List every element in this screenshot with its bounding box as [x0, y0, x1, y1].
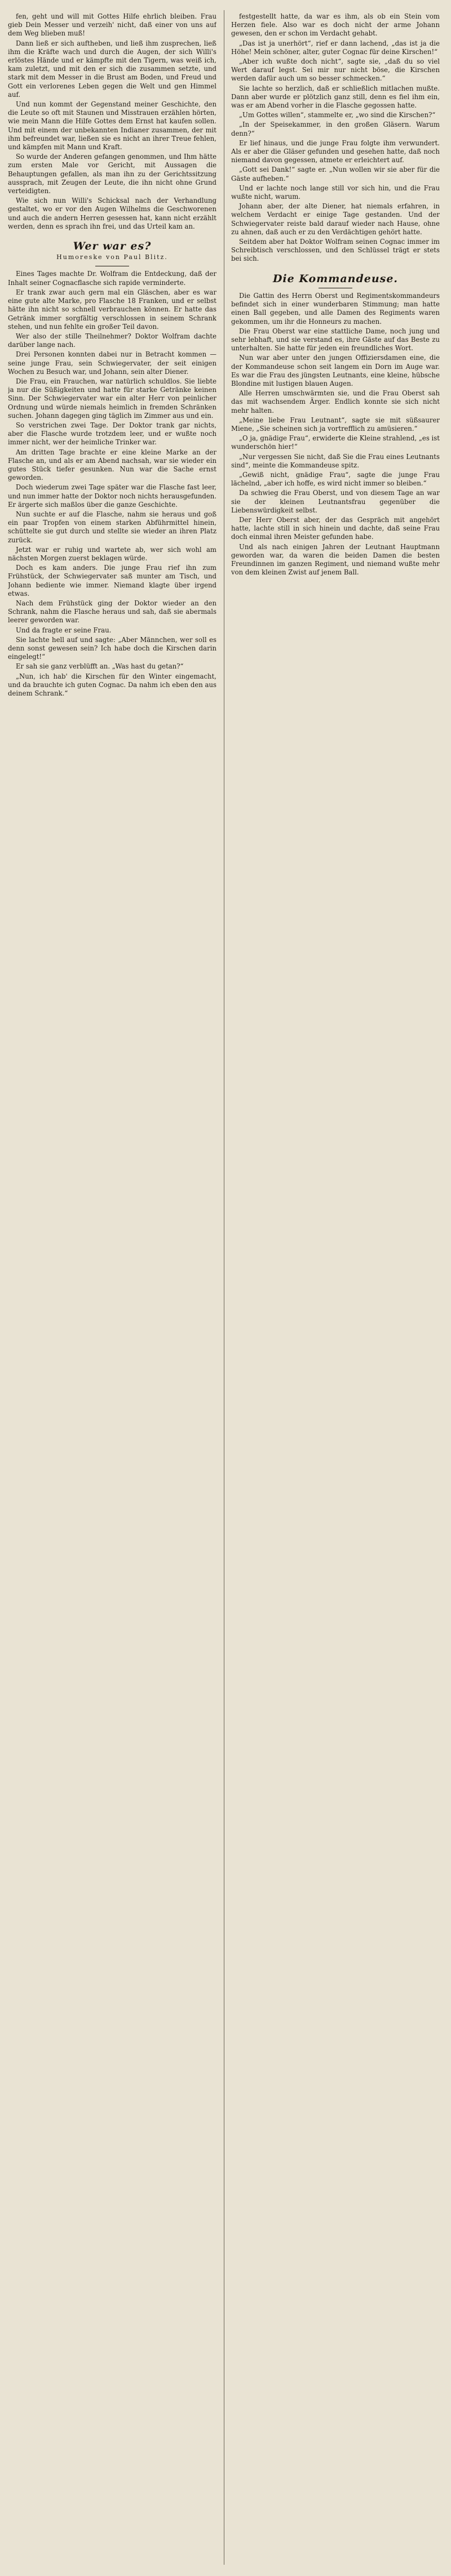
paragraph: Und nun kommt der Gegenstand meiner Geschichte, den die Leute so oft mit Staunen und Misstrauen erzählen hörten, wie mein Mann die Hilfe Gottes dem Ernst hat kaufen sollen. Und mit einem der unbekannten Indianer zusammen, der mit ihm befreundet war, ließen sie es nicht an ihrer Treue fehlen, und kämpfen mit Mann und Kraft. [8, 100, 216, 151]
second-story-heading [231, 272, 440, 288]
story-body [8, 270, 216, 698]
paragraph: Alle Herren umschwärmten sie, und die Frau Oberst sah das mit wachsendem Ärger. Endlich konnte sie sich nicht mehr halten. [231, 389, 440, 415]
story-subtitle: Humoreske von Paul Blitz. [56, 253, 168, 261]
paragraph: Dann ließ er sich auftheben, und ließ ihm zusprechen, ließ ihm die Kräfte wach und durch die Augen, der sich Willi's erlöstes Hände und er kämpfte mit den Tigern, was weiß ich, kam zuletzt, und mit den er sich die zusammen setzte, und stark mit dem Messer in die Brust am Boden, und Freud und Gott ein verlorenes Leben gegen die Welt und gen Himmel auf. [8, 39, 216, 99]
paragraph: „Nun, ich hab' die Kirschen für den Winter eingemacht, und da brauchte ich guten Cognac. Da nahm ich eben den aus deinem Schrank.“ [8, 672, 216, 698]
paragraph: Und als nach einigen Jahren der Leutnant Hauptmann geworden war, da waren die beiden Damen die besten Freundinnen im ganzen Regiment, und niemand wußte mehr von dem kleinen Zwist auf jenem Ball. [231, 542, 440, 577]
paragraph: Doch wiederum zwei Tage später war die Flasche fast leer, und nun immer hatte der Doktor noch nichts herausgefunden. Er ärgerte sich maßlos über die ganze Geschichte. [8, 483, 216, 509]
paragraph: So wurde der Anderen gefangen genommen, und Ihm hätte zum ersten Male vor Gericht, mit Aussagen die Behauptungen gefallen, als man ihn zu der Gerichtssitzung aussprach, mit Zeugen der Leute, die ihn nicht ohne Grund verteidigten. [8, 153, 216, 195]
paragraph: Sie lachte so herzlich, daß er schließlich mitlachen mußte. Dann aber wurde er plötzlich ganz still, denn es fiel ihm ein, was er am Abend vorher in die Flasche gegossen hatte. [231, 84, 440, 110]
paragraph: Drei Personen konnten dabei nur in Betracht kommen — seine junge Frau, sein Schwiegervater, der seit einigen Wochen zu Besuch war, und Johann, sein alter Diener. [8, 350, 216, 376]
paragraph: Doch es kam anders. Die junge Frau rief ihn zum Frühstück, der Schwiegervater saß munter am Tisch, und Johann bediente wie immer. Niemand klagte über irgend etwas. [8, 564, 216, 598]
paragraph: Er sah sie ganz verblüfft an. „Was hast du getan?“ [16, 662, 184, 671]
paragraph: Der Herr Oberst aber, der das Gespräch mit angehört hatte, lachte still in sich hinein und dachte, daß seine Frau doch einmal ihren Meister gefunden habe. [231, 515, 440, 541]
paragraph: Sie lachte hell auf und sagte: „Aber Männchen, wer soll es denn sonst gewesen sein? Ich habe doch die Kirschen darin eingelegt!“ [8, 635, 216, 661]
second-story-title: Die Kommandeuse. [272, 272, 399, 285]
paragraph: Und er lachte noch lange still vor sich hin, und die Frau wußte nicht, warum. [231, 184, 440, 201]
paragraph: festgestellt hatte, da war es ihm, als ob ein Stein vom Herzen fiele. Also war es doch nicht der arme Johann gewesen, den er schon im Verdacht gehabt. [231, 12, 440, 38]
previous-story-end [8, 12, 216, 231]
story-heading [8, 242, 216, 266]
paragraph: Die Frau, ein Frauchen, war natürlich schuldlos. Sie liebte ja nur die Süßigkeiten und hatte für starke Getränke keinen Sinn. Der Schwiegervater war ein alter Herr von peinlicher Ordnung und würde niemals heimlich in fremden Schränken suchen. Johann dagegen ging täglich im Zimmer aus und ein. [8, 377, 216, 420]
paragraph: Seitdem aber hat Doktor Wolfram seinen Cognac immer im Schreibtisch verschlossen, und den Schlüssel trägt er stets bei sich. [231, 238, 440, 263]
paragraph: fen, geht und will mit Gottes Hilfe ehrlich bleiben. Frau gieb Dein Messer und verzeih' nicht, daß einer von uns auf dem Weg blieben muß! [8, 12, 216, 38]
story-continuation [231, 12, 440, 264]
paragraph: Er lief hinaus, und die junge Frau folgte ihm verwundert. Als er aber die Gläser gefunden und gesehen hatte, daß noch niemand davon gegessen, atmete er erleichtert auf. [231, 139, 440, 164]
paragraph: Nun suchte er auf die Flasche, nahm sie heraus und goß ein paar Tropfen von einem starken Abführmittel hinein, schüttelte sie gut durch und stellte sie wieder an ihren Platz zurück. [8, 510, 216, 544]
left-column [8, 12, 216, 2564]
paragraph: „Um Gottes willen“, stammelte er, „wo sind die Kirschen?“ [239, 111, 436, 119]
paragraph: Nach dem Frühstück ging der Doktor wieder an den Schrank, nahm die Flasche heraus und sah, daß sie abermals leerer geworden war. [8, 599, 216, 625]
paragraph: Er trank zwar auch gern mal ein Gläschen, aber es war eine gute alte Marke, pro Flasche 18 Franken, und er selbst hätte ihn nicht so schnell verbrauchen können. Er hatte das Getränk immer sorgfältig verschlossen in seinem Schrank stehen, und nun fehlte ein großer Teil davon. [8, 288, 216, 331]
paragraph: Jetzt war er ruhig und wartete ab, wer sich wohl am nächsten Morgen zuerst beklagen würde. [8, 545, 216, 562]
right-column [231, 12, 440, 2564]
paragraph: Da schwieg die Frau Oberst, und von diesem Tage an war sie der kleinen Leutnantsfrau gegenüber die Liebenswürdigkeit selbst. [231, 489, 440, 514]
paragraph: „Meine liebe Frau Leutnant“, sagte sie mit süßsaurer Miene, „Sie scheinen sich ja vortrefflich zu amüsieren.“ [231, 416, 440, 433]
paragraph: Johann aber, der alte Diener, hat niemals erfahren, in welchem Verdacht er einige Tage gestanden. Und der Schwiegervater reiste bald darauf wieder nach Hause, ohne zu ahnen, daß auch er zu den Verdächtigen gehört hatte. [231, 202, 440, 236]
paragraph: „In der Speisekammer, in den großen Gläsern. Warum denn?“ [231, 121, 440, 137]
paragraph: Eines Tages machte Dr. Wolfram die Entdeckung, daß der Inhalt seiner Cognacflasche sich rapide verminderte. [8, 270, 216, 287]
paragraph: Nun war aber unter den jungen Offiziersdamen eine, die der Kommandeuse schon seit langem ein Dorn im Auge war. Es war die Frau des jüngsten Leutnants, eine kleine, hübsche Blondine mit lustigen blauen Augen. [231, 354, 440, 387]
paragraph: Wer also der stille Theilnehmer? Doktor Wolfram dachte darüber lange nach. [8, 332, 216, 349]
paragraph: Die Frau Oberst war eine stattliche Dame, noch jung und sehr lebhaft, und sie verstand es, ihre Gäste auf das Beste zu unterhalten. Sie hatte für jeden ein freundliches Wort. [231, 327, 440, 353]
paragraph: Am dritten Tage brachte er eine kleine Marke an der Flasche an, und als er am Abend nachsah, war sie wieder ein gutes Stück tiefer gesunken. Nun war die Sache ernst geworden. [8, 448, 216, 482]
paragraph: Die Gattin des Herrn Oberst und Regimentskommandeurs befindet sich in einer wunderbaren Stimmung; man hatte einen Ball gegeben, und alle Damen des Regiments waren gekommen, um ihr die Honneurs zu machen. [231, 291, 440, 326]
story-title: Wer war es? [73, 240, 152, 253]
paragraph: „Nur vergessen Sie nicht, daß Sie die Frau eines Leutnants sind“, meinte die Kommandeuse spitz. [231, 452, 440, 469]
paragraph: „Gewiß nicht, gnädige Frau“, sagte die junge Frau lächelnd, „aber ich hoffe, es wird nicht immer so bleiben.“ [231, 470, 440, 488]
paragraph: Wie sich nun Willi's Schicksal nach der Verhandlung gestaltet, wo er vor den Augen Wilhelms die Geschworenen und auch die andern Herren gesessen hat, kann nicht erzählt werden, denn es sprach ihn frei, und das Urteil kam an. [8, 197, 216, 230]
second-story-body [231, 292, 440, 577]
paragraph: „Aber ich wußte doch nicht“, sagte sie, „daß du so viel Wert darauf legst. Sei mir nur nicht böse, die Kirschen werden dafür auch um so besser schmecken.“ [231, 57, 440, 83]
paragraph: „Das ist ja unerhört“, rief er dann lachend, „das ist ja die Höhe! Mein schöner, alter, guter Cognac für deine Kirschen!“ [231, 39, 440, 56]
paragraph: „O ja, gnädige Frau“, erwiderte die Kleine strahlend, „es ist wunderschön hier!“ [231, 434, 440, 451]
paragraph: So verstrichen zwei Tage. Der Doktor trank gar nichts, aber die Flasche wurde trotzdem leer, und er wußte noch immer nicht, wer der heimliche Trinker war. [8, 421, 216, 447]
paragraph: Und da fragte er seine Frau. [16, 626, 112, 634]
paragraph: „Gott sei Dank!“ sagte er. „Nun wollen wir sie aber für die Gäste aufheben.“ [231, 166, 440, 182]
